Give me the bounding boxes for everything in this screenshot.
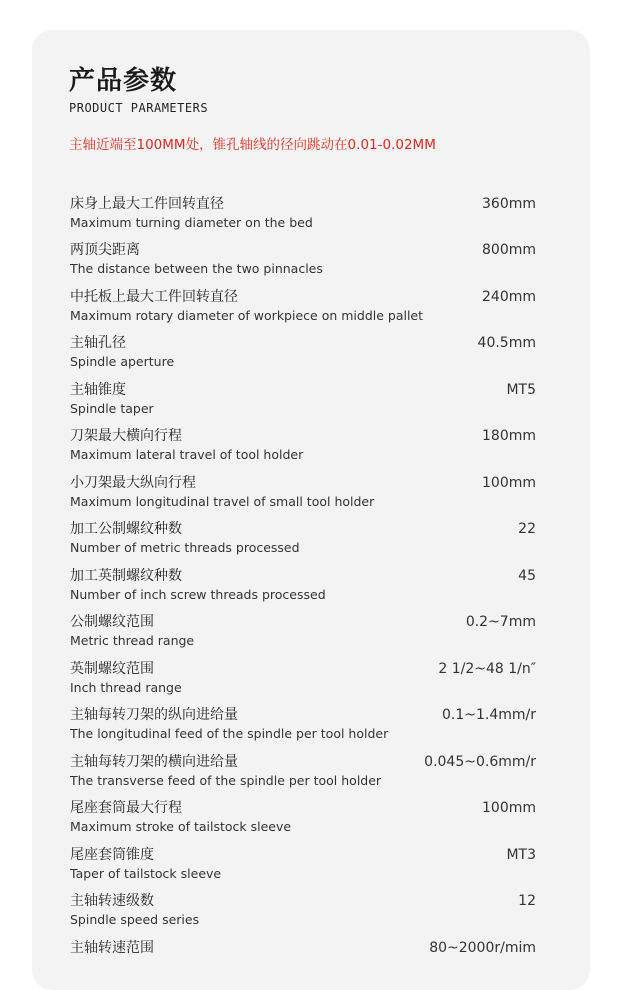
param-name-en: Spindle taper — [70, 401, 154, 416]
param-name-cn: 主轴转速级数 — [70, 893, 154, 909]
param-row — [70, 287, 538, 331]
param-value: 100mm — [482, 800, 536, 816]
param-value: 12 — [518, 893, 536, 909]
param-value: 0.1~1.4mm/r — [441, 707, 536, 723]
param-name-cn: 加工公制螺纹种数 — [70, 521, 182, 537]
param-name-cn: 公制螺纹范围 — [70, 614, 154, 630]
param-name-cn: 小刀架最大纵向行程 — [70, 475, 196, 491]
param-name-cn: 英制螺纹范围 — [70, 661, 154, 677]
highlight-note: 主轴近端至100MM处，锥孔轴线的径向跳动在0.01-0.02MM — [69, 137, 436, 153]
param-name-cn: 加工英制螺纹种数 — [70, 568, 182, 584]
param-value: 80~2000r/mim — [429, 940, 536, 956]
param-name-cn: 两顶尖距离 — [70, 242, 140, 258]
param-value: 240mm — [482, 289, 536, 305]
param-name-en: Metric thread range — [70, 633, 195, 648]
param-name-en: Maximum rotary diameter of workpiece on middle pallet — [70, 308, 424, 323]
page-subtitle: PRODUCT PARAMETERS — [69, 101, 209, 115]
param-value: 0.045~0.6mm/r — [424, 754, 536, 770]
param-name-en: Maximum lateral travel of tool holder — [70, 447, 304, 462]
param-name-en: Number of metric threads processed — [70, 540, 300, 555]
param-name-cn: 主轴转速范围 — [70, 940, 154, 956]
param-name-en: Taper of tailstock sleeve — [70, 866, 222, 881]
param-name-en: Spindle speed series — [70, 912, 200, 927]
param-name-cn: 主轴每转刀架的横向进给量 — [70, 754, 238, 770]
param-row — [70, 426, 538, 470]
param-value: 40.5mm — [477, 335, 536, 351]
param-row — [70, 845, 538, 889]
param-row — [70, 798, 538, 842]
param-row — [70, 659, 538, 703]
param-value: 0.2~7mm — [465, 614, 536, 630]
param-name-cn: 主轴孔径 — [70, 335, 126, 351]
param-name-en: The longitudinal feed of the spindle per tool holder — [70, 726, 389, 741]
param-row — [70, 612, 538, 656]
param-name-cn: 尾座套筒锥度 — [70, 847, 154, 863]
param-name-en: Number of inch screw threads processed — [70, 587, 326, 602]
param-name-en: The distance between the two pinnacles — [70, 261, 323, 276]
param-row — [70, 240, 538, 284]
param-value: 45 — [518, 568, 536, 584]
param-row — [70, 752, 538, 796]
param-value: MT3 — [506, 847, 536, 863]
param-name-cn: 尾座套筒最大行程 — [70, 800, 182, 816]
param-row — [70, 333, 538, 377]
param-name-en: Maximum longitudinal travel of small tool holder — [70, 494, 375, 509]
param-row — [70, 473, 538, 517]
param-name-en: Inch thread range — [70, 680, 182, 695]
param-value: 800mm — [482, 242, 536, 258]
param-name-cn: 主轴锥度 — [70, 382, 126, 398]
param-name-en: The transverse feed of the spindle per tool holder — [70, 773, 382, 788]
param-name-en: Maximum turning diameter on the bed — [70, 215, 313, 230]
param-name-cn: 主轴每转刀架的纵向进给量 — [70, 707, 238, 723]
param-row — [70, 891, 538, 935]
param-name-en: Maximum stroke of tailstock sleeve — [70, 819, 292, 834]
param-row — [70, 519, 538, 563]
param-value: 180mm — [482, 428, 536, 444]
param-value: 22 — [518, 521, 536, 537]
param-name-cn: 中托板上最大工件回转直径 — [70, 289, 238, 305]
param-value: MT5 — [506, 382, 536, 398]
param-value: 100mm — [482, 475, 536, 491]
param-row — [70, 938, 538, 960]
param-name-cn: 刀架最大横向行程 — [70, 428, 182, 444]
param-name-en: Spindle aperture — [70, 354, 175, 369]
param-row — [70, 566, 538, 610]
page-title: 产品参数 — [69, 66, 178, 96]
param-name-cn: 床身上最大工件回转直径 — [70, 196, 224, 212]
param-value: 360mm — [482, 196, 536, 212]
param-row — [70, 194, 538, 238]
param-value: 2 1/2~48 1/n″ — [438, 661, 536, 677]
param-row — [70, 705, 538, 749]
param-row — [70, 380, 538, 424]
